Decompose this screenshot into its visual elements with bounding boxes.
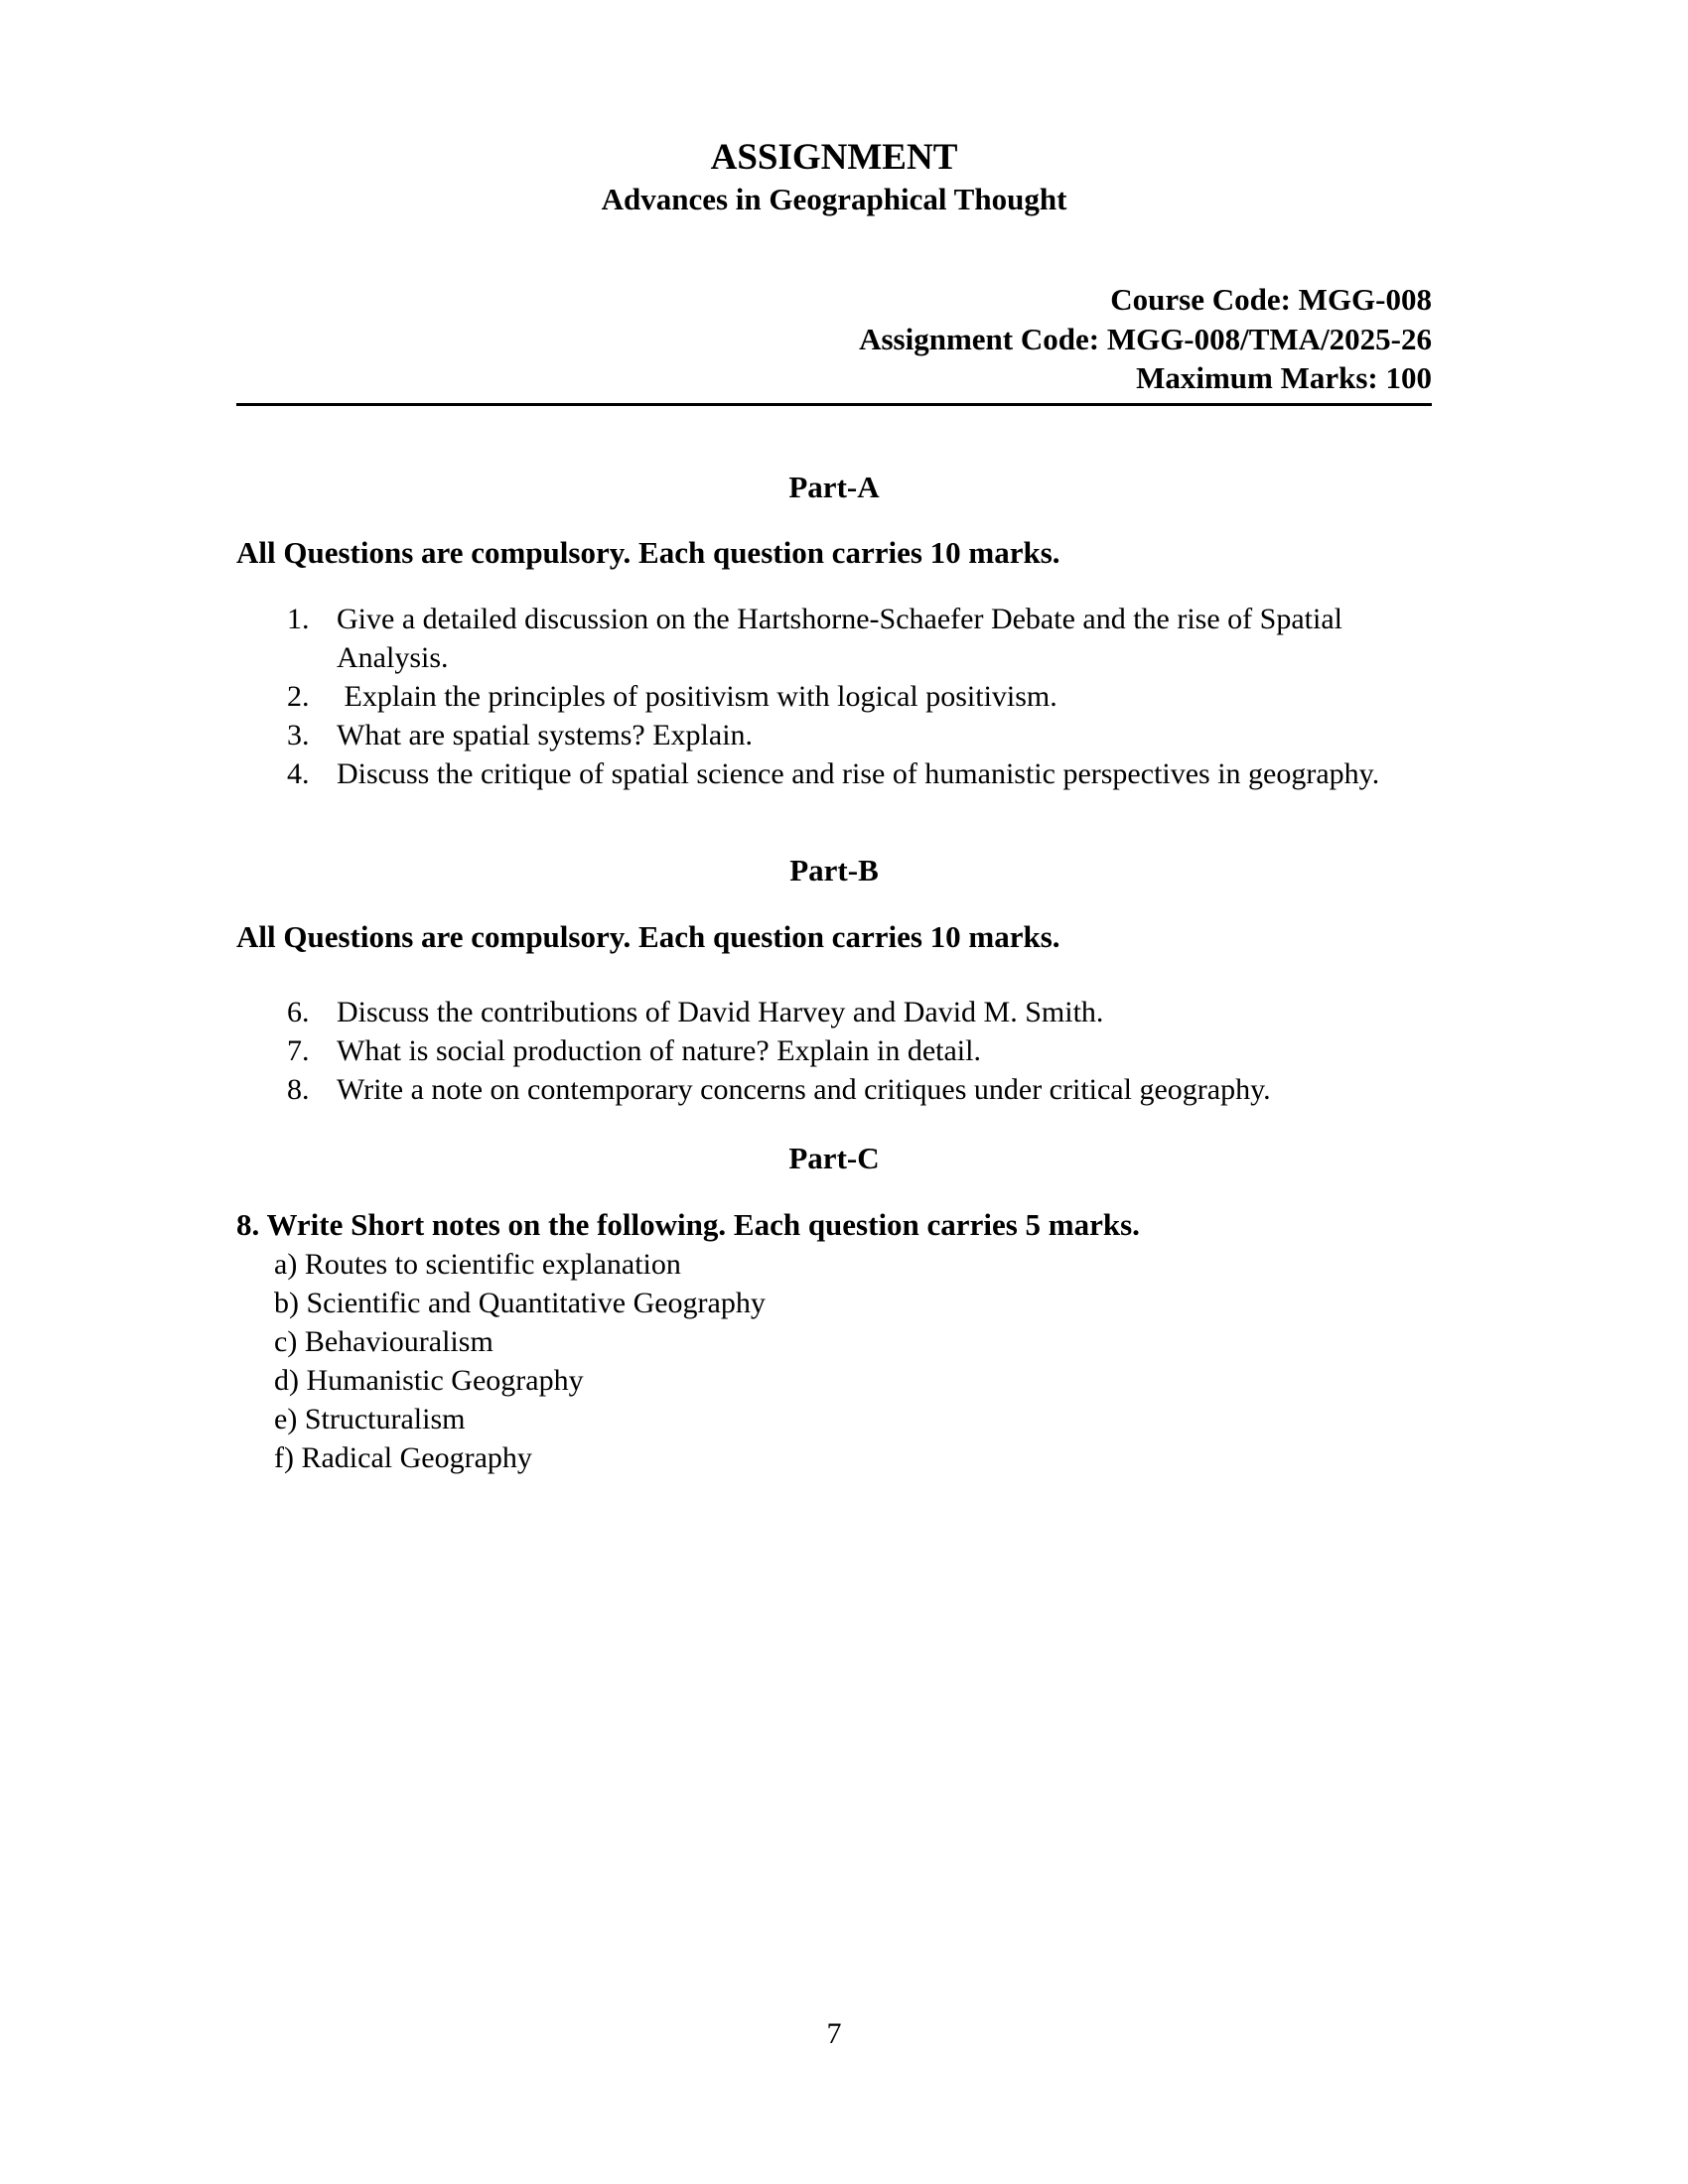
question-text: Give a detailed discussion on the Hartshorne-Schaefer Debate and the rise of Spatial Analysis. (337, 603, 1348, 674)
short-note-marker: e) (274, 1403, 305, 1435)
short-note-text: Scientific and Quantitative Geography (306, 1287, 766, 1319)
short-note-item (274, 1245, 1436, 1284)
question-marker: 2. (287, 680, 310, 713)
document-subtitle: Advances in Geographical Thought (601, 182, 1067, 217)
question-text: Discuss the critique of spatial science and rise of humanistic perspectives in geography. (337, 757, 1380, 790)
short-note-item (274, 1322, 1436, 1361)
short-note-item (274, 1438, 1436, 1477)
question-item (287, 754, 1434, 793)
part-b-question-list (287, 993, 1434, 1109)
short-note-text: Structuralism (304, 1403, 466, 1435)
header-divider (236, 403, 1432, 406)
part-a-question-list (287, 600, 1434, 793)
question-marker: 6. (287, 996, 310, 1028)
meta-block (236, 280, 1432, 398)
short-note-item (274, 1400, 1436, 1438)
part-c-heading: Part-C (788, 1141, 880, 1175)
part-b-instruction: All Questions are compulsory. Each question carries 10 marks. (236, 919, 1060, 954)
page-number: 7 (826, 2017, 842, 2050)
question-marker: 3. (287, 719, 310, 751)
part-a-heading: Part-A (788, 470, 880, 504)
question-item (287, 1031, 1434, 1070)
part-b-heading: Part-B (789, 853, 879, 887)
question-marker: 4. (287, 757, 310, 790)
part-c-instruction: 8. Write Short notes on the following. Each question carries 5 marks. (236, 1207, 1140, 1242)
short-note-marker: a) (274, 1248, 305, 1281)
part-c-short-notes-list (274, 1245, 1436, 1477)
question-item (287, 1070, 1434, 1109)
question-marker: 7. (287, 1034, 310, 1067)
question-text: What is social production of nature? Explain in detail. (337, 1034, 981, 1067)
question-item (287, 716, 1434, 754)
document-title: ASSIGNMENT (710, 137, 958, 178)
short-note-item (274, 1284, 1436, 1322)
short-note-marker: f) (274, 1441, 302, 1474)
short-note-item (274, 1361, 1436, 1400)
short-note-marker: c) (274, 1325, 305, 1358)
question-text: Write a note on contemporary concerns and critiques under critical geography. (337, 1073, 1271, 1106)
question-item (287, 600, 1434, 677)
short-note-text: Routes to scientific explanation (304, 1248, 681, 1281)
course-code: Course Code: MGG-008 (1110, 282, 1432, 317)
question-text: Explain the principles of positivism with logical positivism. (337, 680, 1057, 713)
short-note-text: Humanistic Geography (306, 1364, 584, 1397)
short-note-marker: d) (274, 1364, 307, 1397)
question-text: What are spatial systems? Explain. (337, 719, 754, 751)
question-item (287, 993, 1434, 1031)
question-text: Discuss the contributions of David Harvey and David M. Smith. (337, 996, 1104, 1028)
part-a-instruction: All Questions are compulsory. Each question carries 10 marks. (236, 535, 1060, 570)
maximum-marks: Maximum Marks: 100 (1136, 360, 1432, 396)
question-marker: 8. (287, 1073, 310, 1106)
title-block (236, 135, 1432, 219)
question-item (287, 677, 1434, 716)
question-marker: 1. (287, 603, 310, 635)
assignment-code: Assignment Code: MGG-008/TMA/2025-26 (859, 321, 1432, 356)
short-note-text: Behaviouralism (304, 1325, 493, 1358)
short-note-marker: b) (274, 1287, 307, 1319)
short-note-text: Radical Geography (301, 1441, 532, 1474)
